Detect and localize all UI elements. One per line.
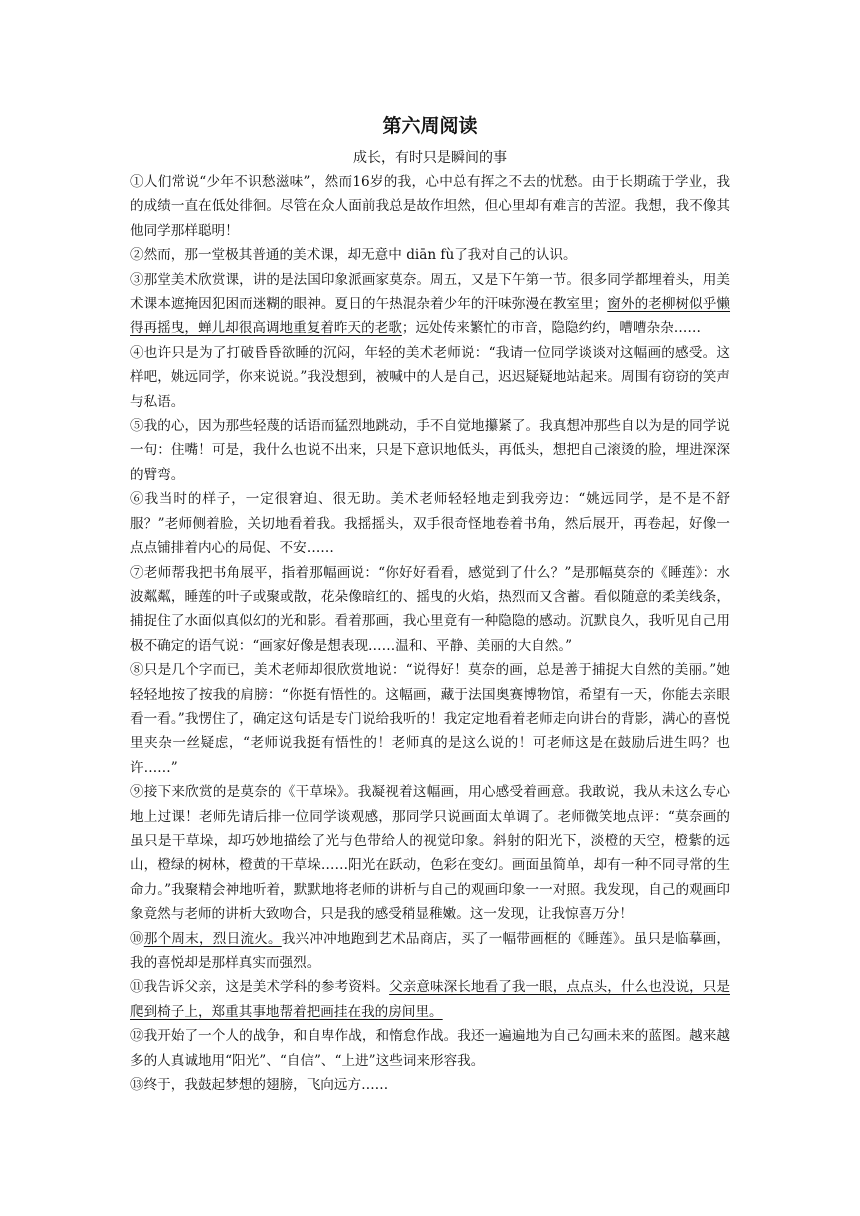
paragraph-4: ④也许只是为了打破昏昏欲睡的沉闷，年轻的美术老师说：“我请一位同学谈谈对这幅画的感受。这样吧，姚远同学，你来说说。”我没想到，被喊中的人是自己，迟迟疑疑地站起来。周围有窃窃的笑声与私语。 — [130, 344, 730, 410]
paragraph-2: ②然而，那一堂极其普通的美术课，却无意中 diān fù了我对自己的认识。 — [130, 247, 577, 264]
page-title: 第六周阅读 — [382, 115, 478, 137]
paragraph-7: ⑦老师帮我把书角展平，指着那幅画说：“你好好看看，感觉到了什么？”是那幅莫奈的《睡莲》：水波粼粼，睡莲的叶子或聚或散，花朵像暗红的、摇曳的火焰，热烈而又含蓄。看似随意的柔美线条，捕捉住了水面似真似幻的光和影。看着那画，我心里竟有一种隐隐的感动。沉默良久，我听见自己用极不确定的语气说：“画家好像是想表现……温和、平静、美丽的大自然。” — [130, 564, 730, 654]
paragraph-11-text: ⑪我告诉父亲，这是美术学科的参考资料。 — [130, 979, 390, 996]
paragraph-3 — [130, 268, 730, 341]
paragraph-13: ⑬终于，我鼓起梦想的翅膀，飞向远方…… — [130, 1077, 389, 1094]
article-title: 成长，有时只是瞬间的事 — [353, 150, 507, 166]
paragraph-9: ⑨接下来欣赏的是莫奈的《干草垛》。我凝视着这幅画，用心感受着画意。我敢说，我从未这么专心地上过课！老师先请后排一位同学谈观感，那同学只说画面太单调了。老师微笑地点评：“莫奈画的虽只是干草垛，却巧妙地描绘了光与色带给人的视觉印象。斜射的阳光下，淡橙的天空，橙紫的远山，橙绿的树林，橙黄的干草垛……阳光在跃动，色彩在变幻。画面虽简单，却有一种不同寻常的生命力。”我聚精会神地听着，默默地将老师的讲析与自己的观画印象一一对照。我发现，自己的观画印象竟然与老师的讲析大致吻合，只是我的感受稍显稚嫩。这一发现，让我惊喜万分！ — [130, 784, 730, 923]
paragraph-11 — [130, 975, 730, 1024]
paragraph-10-number: ⑩ — [130, 930, 144, 947]
paragraph-11-underlined-sentence: 父亲意味深长地看了我一眼，点点头，什么也没说，只是爬到椅子上，郑重其事地帮着把画挂在我的房间里。 — [130, 979, 730, 1020]
paragraph-5: ⑤我的心，因为那些轻蔑的话语而猛烈地跳动，手不自觉地攥紧了。我真想冲那些自以为是的同学说一句：住嘴！可是，我什么也说不出来，只是下意识地低头，再低头，想把自己滚烫的脸，埋进深深的臂弯。 — [130, 418, 730, 483]
paragraph-3-underlined-sentence: 窗外的老柳树似乎懒得再摇曳，蝉儿却很高调地重复着昨天的老歌 — [130, 296, 731, 337]
paragraph-6: ⑥我当时的样子，一定很窘迫、很无助。美术老师轻轻地走到我旁边：“姚远同学，是不是不舒服？”老师侧着脸，关切地看着我。我摇摇头，双手很奇怪地卷着书角，然后展开，再卷起，好像一点点铺排着内心的局促、不安…… — [130, 491, 730, 557]
paragraph-1: ①人们常说“少年不识愁滋味”，然而16岁的我，心中总有挥之不去的忧愁。由于长期疏于学业，我的成绩一直在低处徘徊。尽管在众人面前我总是故作坦然，但心里却有难言的苦涩。我想，我不像其他同学那样聪明！ — [130, 174, 730, 239]
paragraph-10 — [130, 927, 730, 976]
paragraph-3-text-a: ③那堂美术欣赏课，讲的是法国印象派画家莫奈。周五，又是下午第一节。很多同学都埋着头，用美术课本遮掩因犯困而迷糊的眼神。夏日的午热混杂着少年的汗味弥漫在教室里； — [130, 271, 730, 313]
paragraph-10-underlined-sentence: 那个周末，烈日流火。 — [143, 930, 282, 947]
paragraph-10-text: 我兴冲冲地跑到艺术品商店，买了一幅带画框的《睡莲》。虽只是临摹画，我的喜悦却是那样真实而强烈。 — [130, 930, 731, 971]
document-body — [130, 112, 730, 1097]
paragraph-8: ⑧只是几个字而已，美术老师却很欣赏地说：“说得好！莫奈的画，总是善于捕捉大自然的美丽。”她轻轻地按了按我的肩膀：“你挺有悟性的。这幅画，藏于法国奥赛博物馆，希望有一天，你能去亲眼看一看。”我愣住了，确定这句话是专门说给我听的！我定定地看着老师走向讲台的背影，满心的喜悦里夹杂一丝疑虑，“老师说我挺有悟性的！老师真的是这么说的！可老师这是在鼓励后进生吗？也许……” — [130, 662, 730, 776]
paragraph-12: ⑫我开始了一个人的战争，和自卑作战，和惰怠作战。我还一遍遍地为自己勾画未来的蓝图。越来越多的人真诚地用“阳光”、“自信”、“上进”这些词来形容我。 — [130, 1028, 730, 1069]
paragraph-3-text-b: ；远处传来繁忙的市音，隐隐约约，嘈嘈杂杂…… — [401, 320, 701, 337]
